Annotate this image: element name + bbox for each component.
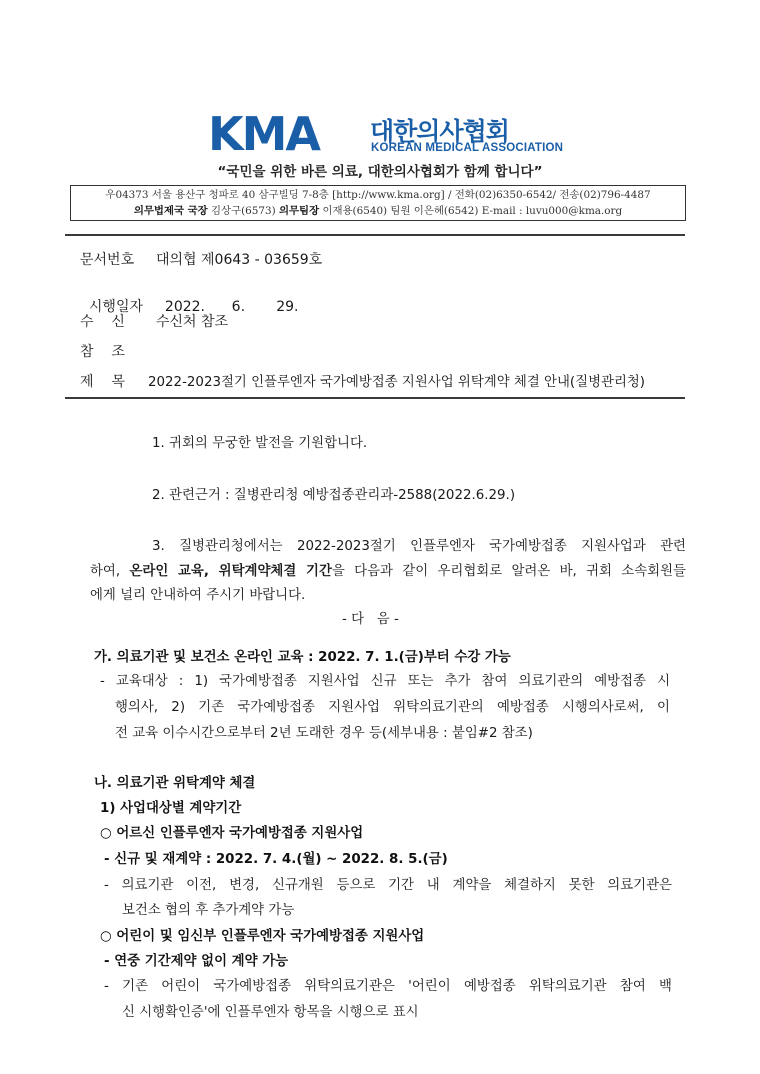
section-na-title: 나. 의료기관 위탁계약 체결: [94, 776, 256, 791]
paragraph-2: 2. 관련근거 : 질병관리청 예방접종관리과-2588(2022.6.29.): [152, 488, 516, 503]
contact-address-line: 우04373 서울 용산구 청파로 40 삼구빌딩 7-8층 [http://www.kma.org] / 전화(02)6350-6542/ 전송(02)796-4487: [105, 189, 651, 201]
contact-staff-line: [71, 203, 685, 219]
subject-row: [80, 371, 645, 391]
doc-number-value: 대의협 제0643 - 03659호: [156, 252, 323, 268]
reference-row: [80, 341, 156, 361]
section-ga-title: 가. 의료기관 및 보건소 온라인 교육 : 2022. 7. 1.(금)부터 수강 가능: [94, 650, 511, 665]
section-na-circle-1-note-1: - 의료기관 이전, 변경, 신규개원 등으로 기간 내 계약을 체결하지 못한 의료기관은: [104, 878, 672, 893]
contact-team-label: 의무팀장: [278, 205, 320, 217]
section-ga-line-3: 전 교육 이수시간으로부터 2년 도래한 경우 등(세부내용 : 붙임#2 참조): [115, 726, 533, 741]
date-label: 시행일자: [88, 299, 144, 315]
section-na-circle-1-period: - 신규 및 재계약 : 2022. 7. 4.(월) ~ 2022. 8. 5.(금): [104, 852, 448, 867]
logo-name-korean: 대한의사협회: [370, 117, 509, 146]
section-na-circle-1-note-2: 보건소 협의 후 추가계약 가능: [122, 903, 295, 918]
paragraph-1: 1. 귀회의 무궁한 발전을 기원합니다.: [152, 436, 368, 451]
section-na-circle-2-note-1: - 기존 어린이 국가예방접종 위탁의료기관은 '어린이 예방접종 위탁의료기관 참여 백: [104, 979, 672, 994]
date-value: 2022. 6. 29.: [164, 299, 299, 315]
subject-label: 제 목: [80, 374, 125, 390]
subject-value: 2022-2023절기 인플루엔자 국가예방접종 지원사업 위탁계약 체결 안내(질병관리청): [148, 375, 646, 390]
paragraph-3-highlight: 온라인 교육, 위탁계약체결 기간: [129, 564, 332, 579]
top-divider: [65, 234, 685, 236]
section-ga-line-1: - 교육대상 : 1) 국가예방접종 지원사업 신규 또는 추가 참여 의료기관의 예방접종 시: [100, 674, 670, 689]
paragraph-3-line-2: [90, 560, 686, 579]
da-eum-heading: - 다 음 -: [342, 612, 399, 627]
section-ga-line-2: 행의사, 2) 기존 국가예방접종 지원사업 위탁의료기관의 예방접종 시행의사로써, 이: [115, 700, 670, 715]
section-na-circle-2-note-2: 신 시행확인증'에 인플루엔자 항목을 시행으로 표시: [122, 1005, 419, 1020]
contact-director-value: 김상구(6573): [207, 205, 279, 217]
paragraph-3-line-1: 3. 질병관리청에서는 2022-2023절기 인플루엔자 국가예방접종 지원사업과 관련: [152, 539, 686, 554]
contact-director-label: 의무법제국 국장: [133, 205, 208, 217]
paragraph-3-line-3: 에게 널리 안내하여 주시기 바랍니다.: [90, 588, 306, 603]
contact-box: [70, 185, 686, 221]
meta-bottom-divider: [65, 397, 685, 399]
section-na-circle-2-period: - 연중 기간제약 없이 계약 가능: [104, 954, 289, 969]
recipient-value: 수신처 참조: [156, 314, 229, 330]
section-na-sub-1: 1) 사업대상별 계약기간: [100, 801, 242, 816]
recipient-row: [80, 311, 228, 331]
section-na-circle-2: ○ 어린이 및 임신부 인플루엔자 국가예방접종 지원사업: [100, 929, 425, 944]
contact-team-value: 이재용(6540) 팀원 이은혜(6542) E-mail : luvu000@kma.org: [319, 205, 623, 217]
slogan: “국민을 위한 바른 의료, 대한의사협회가 함께 합니다”: [217, 164, 543, 180]
paragraph-3-pre: 하여,: [90, 564, 130, 579]
paragraph-3-post: 을 다음과 같이 우리협회로 알려온 바, 귀회 소속회원들: [331, 564, 686, 579]
section-na-circle-1: ○ 어르신 인플루엔자 국가예방접종 지원사업: [100, 826, 364, 841]
logo-mark: KMA: [208, 107, 320, 161]
reference-label: 참 조: [80, 344, 125, 360]
logo-name-english: KOREAN MEDICAL ASSOCIATION: [371, 142, 564, 154]
doc-number-row: [80, 249, 322, 269]
kma-logo: [208, 107, 564, 161]
recipient-label: 수 신: [80, 314, 125, 330]
doc-number-label: 문서번호: [80, 252, 135, 268]
